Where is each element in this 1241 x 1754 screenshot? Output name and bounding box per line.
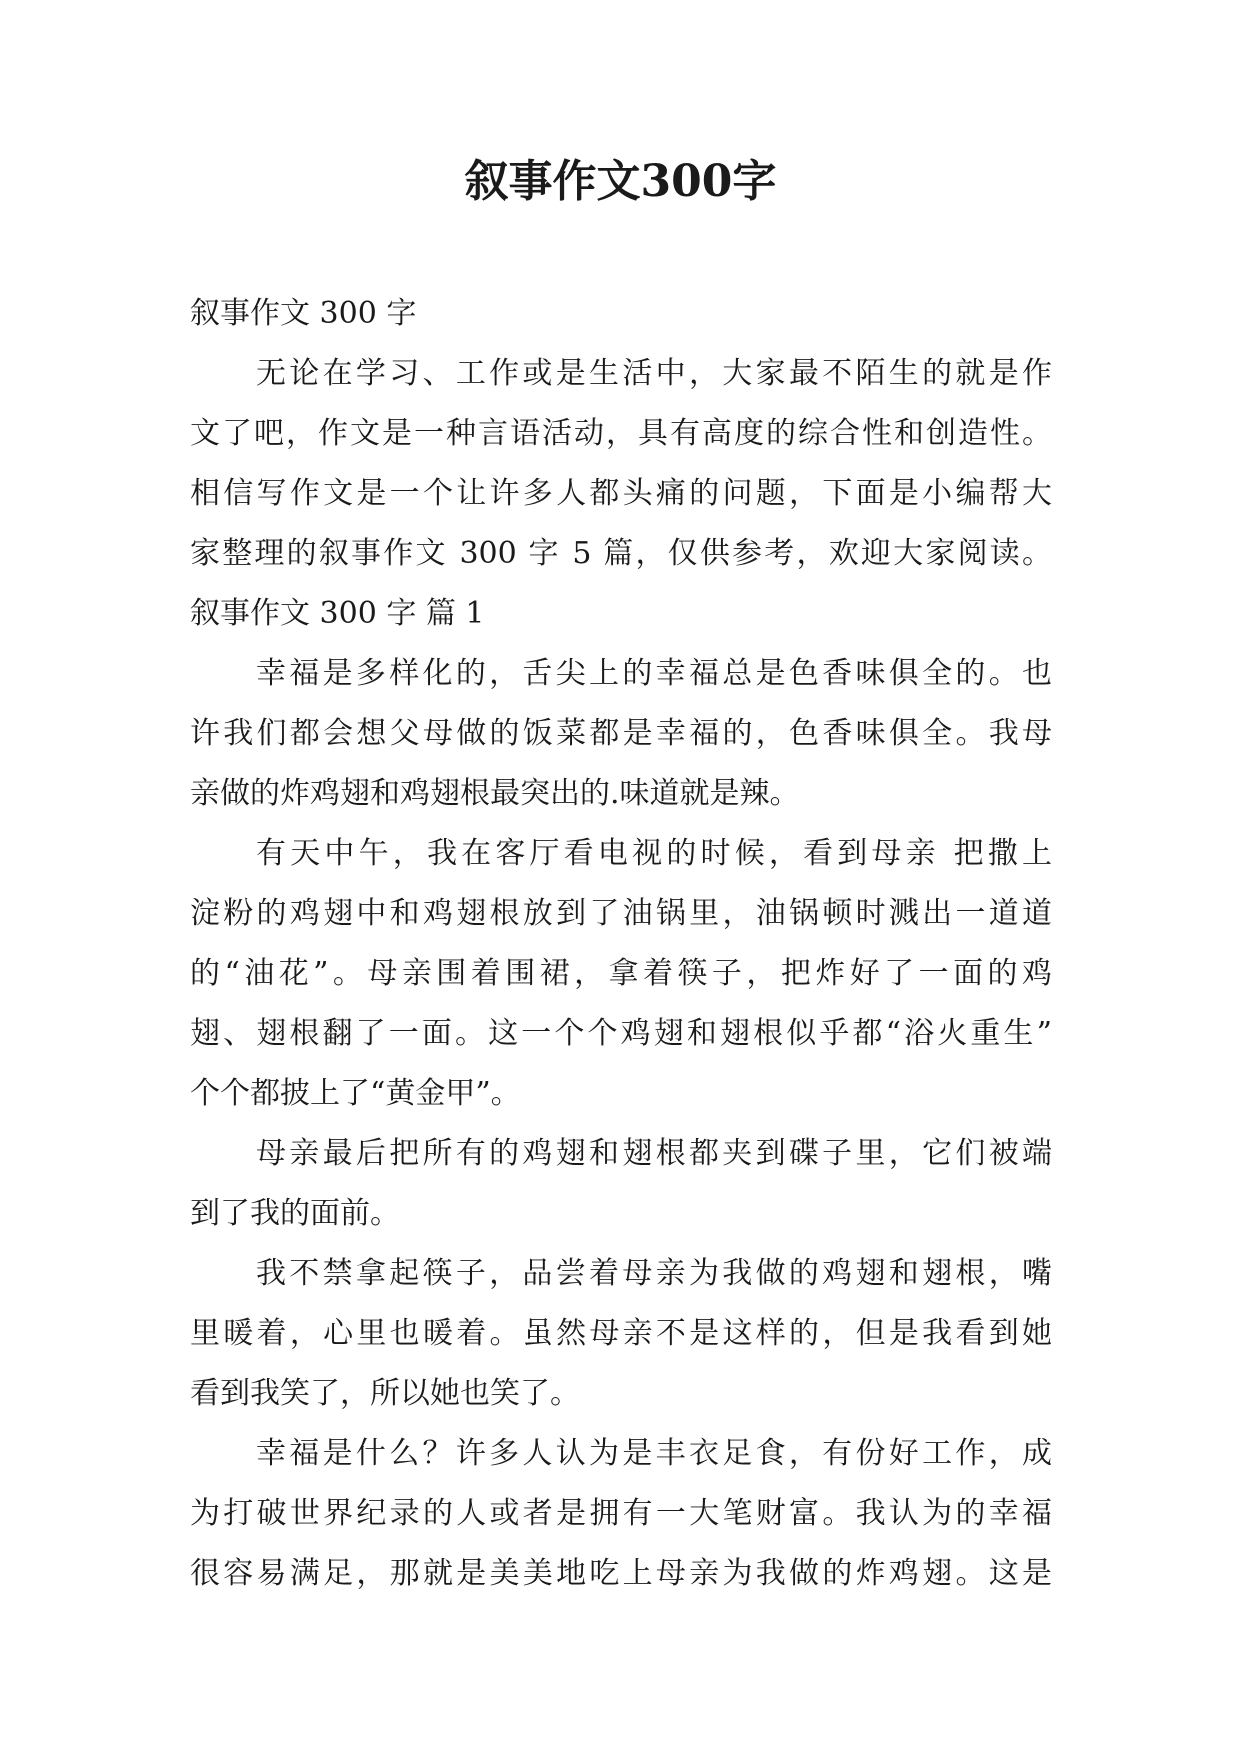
document-body [190, 284, 1052, 1604]
text-line: 亲做的炸鸡翅和鸡翅根最突出的.味道就是辣。 [190, 776, 800, 811]
text-line: 叙事作文 300 字 [190, 296, 417, 331]
text-line: 的“油花”。母亲围着围裙，拿着筷子，把炸好了一面的鸡 [190, 956, 1052, 991]
text-line: 翅、翅根翻了一面。这一个个鸡翅和翅根似乎都“浴火重生” [190, 1016, 1052, 1051]
text-line: 到了我的面前。 [190, 1196, 400, 1231]
text-line: 相信写作文是一个让许多人都头痛的问题，下面是小编帮大 [190, 476, 1052, 511]
text-line: 很容易满足，那就是美美地吃上母亲为我做的炸鸡翅。这是 [190, 1556, 1052, 1591]
document-title: 叙事作文300字 [464, 156, 777, 207]
text-line: 无论在学习、工作或是生活中，大家最不陌生的就是作 [256, 356, 1052, 391]
text-line: 许我们都会想父母做的饭菜都是幸福的，色香味俱全。我母 [190, 716, 1052, 751]
text-line: 看到我笑了，所以她也笑了。 [190, 1376, 580, 1411]
text-line: 文了吧，作文是一种言语活动，具有高度的综合性和创造性。 [190, 416, 1052, 451]
text-line: 母亲最后把所有的鸡翅和翅根都夹到碟子里，它们被端 [256, 1136, 1052, 1171]
text-line: 叙事作文 300 字 篇 1 [190, 596, 485, 631]
text-line: 淀粉的鸡翅中和鸡翅根放到了油锅里，油锅顿时溅出一道道 [190, 896, 1052, 931]
text-line: 幸福是什么？许多人认为是丰衣足食，有份好工作，成 [256, 1436, 1052, 1471]
text-line: 有天中午，我在客厅看电视的时候，看到母亲 把撒上 [256, 836, 1052, 871]
text-line: 为打破世界纪录的人或者是拥有一大笔财富。我认为的幸福 [190, 1496, 1052, 1531]
text-line: 家整理的叙事作文 300 字 5 篇，仅供参考，欢迎大家阅读。 [190, 536, 1052, 571]
text-line: 个个都披上了“黄金甲”。 [190, 1076, 521, 1111]
text-line: 幸福是多样化的，舌尖上的幸福总是色香味俱全的。也 [256, 656, 1052, 691]
text-line: 我不禁拿起筷子，品尝着母亲为我做的鸡翅和翅根，嘴 [256, 1256, 1052, 1291]
text-line: 里暖着，心里也暖着。虽然母亲不是这样的，但是我看到她 [190, 1316, 1052, 1351]
